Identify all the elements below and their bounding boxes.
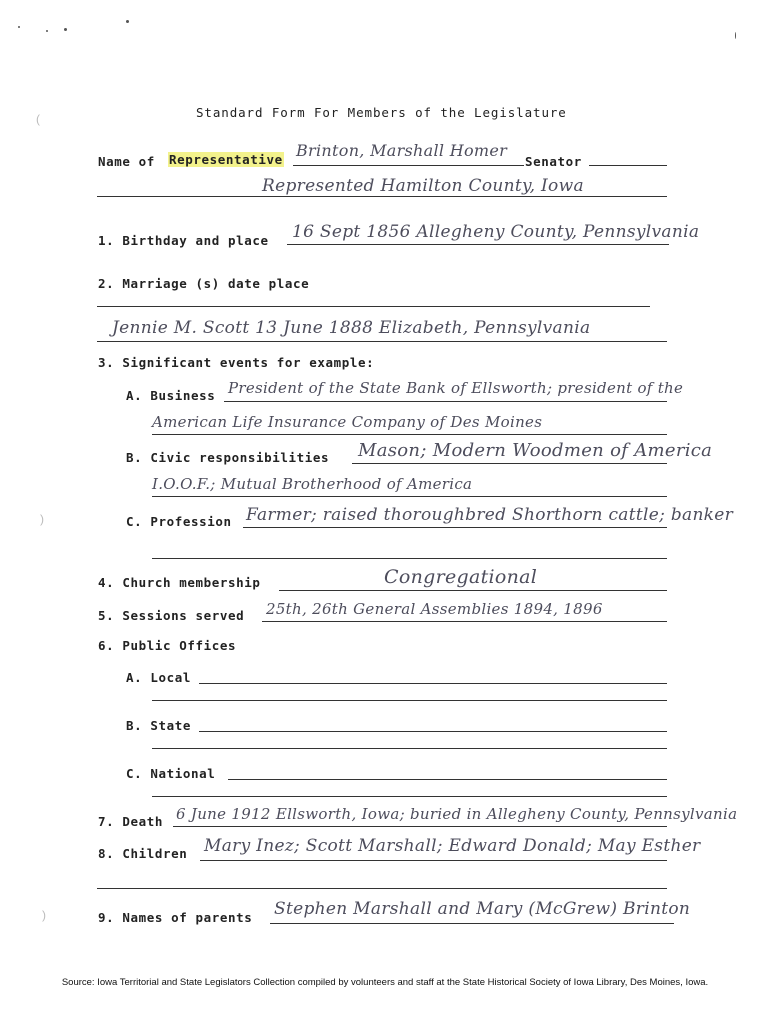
children-continuation-line	[97, 888, 667, 889]
parents-entry: Stephen Marshall and Mary (McGrew) Brinton	[274, 899, 691, 919]
sessions-entry: 25th, 26th General Assemblies 1894, 1896	[266, 600, 603, 618]
children-line	[200, 860, 667, 861]
represented-county: Represented Hamilton County, Iowa	[262, 176, 584, 196]
senator-line	[589, 165, 667, 166]
scan-edge-mark: )	[42, 908, 46, 922]
sessions-line	[262, 621, 667, 622]
birth-entry: 16 Sept 1856 Allegheny County, Pennsylvania	[292, 222, 700, 242]
civic-entry-1: Mason; Modern Woodmen of America	[358, 440, 713, 461]
state-line	[199, 731, 667, 732]
profession-label: C. Profession	[126, 514, 232, 529]
church-entry: Congregational	[384, 566, 538, 588]
death-entry: 6 June 1912 Ellsworth, Iowa; buried in Allegheny County, Pennsylvania	[176, 805, 738, 823]
state-label: B. State	[126, 718, 192, 733]
civic-entry-2: I.O.O.F.; Mutual Brotherhood of America	[152, 475, 473, 493]
profession-entry: Farmer; raised thoroughbred Shorthorn cattle; banker	[246, 505, 734, 525]
death-label: 7. Death	[98, 814, 164, 829]
state-continuation-line	[152, 748, 667, 749]
profession-line	[243, 527, 667, 528]
local-continuation-line	[152, 700, 667, 701]
business-line	[224, 401, 667, 402]
name-continuation-line	[97, 196, 667, 197]
national-continuation-line	[152, 796, 667, 797]
scan-speck	[18, 26, 20, 28]
business-entry-2: American Life Insurance Company of Des Moines	[152, 413, 543, 431]
marriage-entry: Jennie M. Scott 13 June 1888 Elizabeth, Pennsylvania	[112, 318, 591, 338]
civic-label: B. Civic responsibilities	[126, 450, 330, 465]
scan-speck	[735, 32, 736, 39]
form-title: Standard Form For Members of the Legislature	[196, 105, 567, 120]
local-label: A. Local	[126, 670, 192, 685]
parents-label: 9. Names of parents	[98, 910, 253, 925]
name-line	[293, 165, 524, 166]
scan-edge-mark: (	[36, 112, 40, 126]
civic-line	[352, 463, 667, 464]
member-name: Brinton, Marshall Homer	[296, 141, 508, 160]
children-entry: Mary Inez; Scott Marshall; Edward Donald; May Esther	[204, 836, 701, 856]
business-entry-1: President of the State Bank of Ellsworth; president of the	[228, 379, 684, 397]
death-line	[173, 826, 667, 827]
scan-speck	[46, 30, 48, 32]
children-label: 8. Children	[98, 846, 188, 861]
birthday-label: 1. Birthday and place	[98, 233, 269, 248]
local-line	[199, 683, 667, 684]
civic-continuation-line	[152, 496, 667, 497]
profession-continuation-line	[152, 558, 667, 559]
scan-speck	[64, 28, 67, 31]
business-continuation-line	[152, 434, 667, 435]
birthday-line	[287, 244, 669, 245]
scan-edge-mark: )	[40, 512, 44, 526]
representative-label: Representative	[169, 152, 283, 167]
marriage-continuation-line	[97, 341, 667, 342]
events-label: 3. Significant events for example:	[98, 355, 375, 370]
scan-speck	[126, 20, 129, 23]
marriage-line	[97, 306, 650, 307]
national-label: C. National	[126, 766, 216, 781]
business-label: A. Business	[126, 388, 216, 403]
national-line	[228, 779, 667, 780]
church-line	[279, 590, 667, 591]
church-label: 4. Church membership	[98, 575, 261, 590]
public-offices-label: 6. Public Offices	[98, 638, 237, 653]
name-label: Name of	[98, 154, 155, 169]
sessions-label: 5. Sessions served	[98, 608, 245, 623]
senator-label: Senator	[525, 154, 582, 169]
source-caption: Source: Iowa Territorial and State Legislators Collection compiled by volunteers and staff at the State Historical Society of Iowa Library, Des Moines, Iowa.	[61, 977, 709, 988]
parents-line	[270, 923, 674, 924]
marriage-label: 2. Marriage (s) date place	[98, 276, 310, 291]
